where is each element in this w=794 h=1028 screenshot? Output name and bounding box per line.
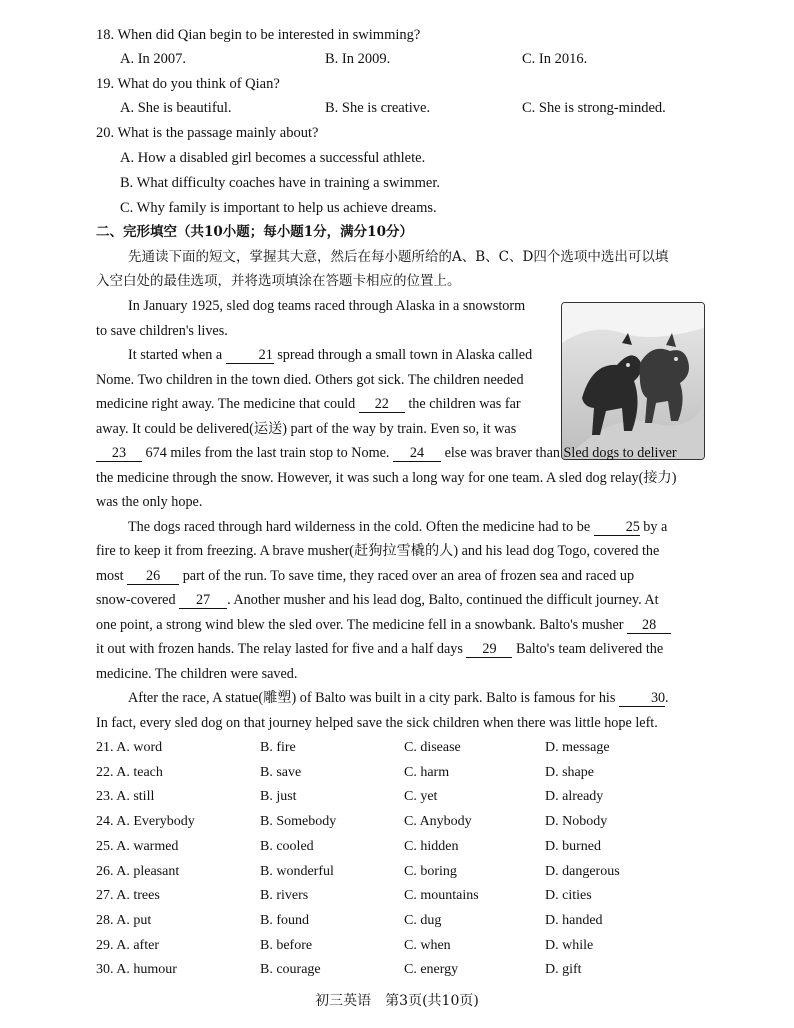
passage-paragraph-1-top — [96, 294, 550, 441]
choice-number: 21. — [96, 740, 114, 755]
choice-row-26 — [96, 864, 179, 880]
blank-28[interactable]: 28 — [627, 617, 671, 634]
choice-d[interactable]: D. cities — [545, 888, 592, 903]
section-instruction-cont: 入空白处的最佳选项，并将选项填涂在答题卡相应的位置上。 — [96, 273, 461, 289]
passage-line — [96, 588, 704, 613]
passage-text: . Another musher and his lead dog, Balto, continued the difficult journey. At — [227, 592, 659, 608]
passage-text: it out with frozen hands. The relay lasted for five and a half days — [96, 641, 463, 657]
choice-b[interactable]: B. Somebody — [260, 814, 337, 829]
passage-text: . — [664, 690, 669, 706]
option-18c: C. In 2016. — [522, 51, 588, 67]
sled-dog-photo — [561, 302, 705, 460]
choice-d[interactable]: D. message — [545, 740, 610, 755]
choice-a[interactable]: A. put — [116, 913, 152, 928]
passage-line — [96, 441, 704, 466]
option-18b: B. In 2009. — [325, 51, 391, 67]
choice-number: 22. — [96, 765, 114, 780]
passage-line: was the only hope. — [96, 494, 203, 510]
passage-line: In fact, every sled dog on that journey helped save the sick children when there was little hope left. — [96, 714, 658, 731]
choice-row-25 — [96, 839, 178, 855]
choice-a[interactable]: A. humour — [116, 962, 177, 977]
option-20c: C. Why family is important to help us achieve dreams. — [120, 200, 437, 216]
option-20b: B. What difficulty coaches have in training a swimmer. — [120, 175, 440, 191]
choice-d[interactable]: D. gift — [545, 962, 582, 977]
choice-row-23 — [96, 789, 154, 805]
question-20 — [96, 124, 318, 142]
passage-line — [96, 392, 550, 417]
option-19b: B. She is creative. — [325, 100, 431, 116]
choice-a[interactable]: A. pleasant — [116, 864, 180, 879]
choice-number: 24. — [96, 814, 114, 829]
passage-text: by a — [643, 518, 668, 535]
passage-text: It started when a — [128, 347, 223, 363]
question-18 — [96, 26, 420, 44]
choice-c[interactable]: C. harm — [404, 765, 450, 780]
blank-23[interactable]: 23 — [96, 445, 142, 462]
choice-a[interactable]: A. trees — [116, 888, 160, 903]
choice-b[interactable]: B. wonderful — [260, 864, 334, 879]
choice-number: 30. — [96, 962, 114, 977]
passage-line: the medicine through the snow. However, it was such a long way for one team. A sled dog relay(接力) — [96, 469, 677, 486]
choice-d[interactable]: D. burned — [545, 839, 601, 854]
choice-b[interactable]: B. fire — [260, 740, 296, 755]
choice-b[interactable]: B. just — [260, 789, 297, 804]
choice-number: 26. — [96, 864, 114, 879]
choice-a[interactable]: A. after — [116, 938, 159, 953]
choice-number: 27. — [96, 888, 114, 903]
question-number: 20. — [96, 125, 115, 141]
choice-a[interactable]: A. teach — [116, 765, 163, 780]
choice-number: 25. — [96, 839, 114, 854]
choice-d[interactable]: D. already — [545, 789, 604, 804]
blank-22[interactable]: 22 — [359, 396, 405, 413]
question-text: What is the passage mainly about? — [117, 125, 319, 141]
passage-text: The dogs raced through hard wilderness in the cold. Often the medicine had to be — [128, 518, 591, 535]
option-19a: A. She is beautiful. — [120, 100, 232, 116]
passage-line: In January 1925, sled dog teams raced through Alaska in a snowstorm — [128, 298, 526, 314]
choice-row-21 — [96, 740, 162, 756]
choice-d[interactable]: D. shape — [545, 765, 594, 780]
blank-24[interactable]: 24 — [393, 445, 441, 462]
option-20a: A. How a disabled girl becomes a successful athlete. — [120, 150, 426, 166]
choice-b[interactable]: B. save — [260, 765, 302, 780]
passage-line: away. It could be delivered(运送) part of the way by train. Even so, it was — [96, 420, 517, 437]
question-text: What do you think of Qian? — [117, 76, 280, 92]
choice-a[interactable]: A. Everybody — [116, 814, 195, 829]
passage-text: the children was far — [408, 396, 521, 412]
choice-row-27 — [96, 888, 160, 904]
passage-line: to save children's lives. — [96, 322, 228, 339]
passage-line: medicine. The children were saved. — [96, 665, 298, 682]
choice-c[interactable]: C. disease — [404, 740, 461, 755]
passage-line: fire to keep it from freezing. A brave musher(赶狗拉雪橇的人) and his lead dog Togo, covered the — [96, 543, 660, 559]
blank-21[interactable]: 21 — [226, 347, 274, 364]
choice-c[interactable]: C. yet — [404, 789, 438, 804]
option-18a: A. In 2007. — [120, 51, 187, 67]
question-number: 18. — [96, 27, 115, 43]
passage-line — [96, 564, 704, 589]
option-19c: C. She is strong-minded. — [522, 100, 666, 116]
passage-text: Balto's team delivered the — [516, 641, 664, 657]
passage-paragraph-2-bottom — [96, 441, 704, 735]
section-instruction: 先通读下面的短文，掌握其大意，然后在每小题所给的A、B、C、D四个选项中选出可以填 — [128, 249, 669, 265]
choice-c[interactable]: C. hidden — [404, 839, 459, 854]
choice-number: 28. — [96, 913, 114, 928]
choice-d[interactable]: D. dangerous — [545, 864, 620, 879]
choice-row-29 — [96, 938, 159, 954]
choice-a[interactable]: A. word — [116, 740, 163, 755]
blank-25[interactable]: 25 — [594, 519, 640, 536]
blank-27[interactable]: 27 — [179, 592, 227, 609]
passage-text: most — [96, 567, 124, 584]
choice-a[interactable]: A. still — [116, 789, 155, 804]
question-19 — [96, 75, 280, 93]
choice-b[interactable]: B. found — [260, 913, 309, 928]
choice-a[interactable]: A. warmed — [116, 839, 179, 854]
choice-c[interactable]: C. dug — [404, 913, 442, 928]
choice-row-24 — [96, 814, 195, 830]
choice-b[interactable]: B. courage — [260, 962, 321, 977]
sled-dogs-image — [562, 303, 704, 459]
choice-c[interactable]: C. Anybody — [404, 814, 472, 829]
blank-26[interactable]: 26 — [127, 568, 179, 585]
passage-text: snow-covered — [96, 592, 176, 608]
choice-row-30 — [96, 962, 177, 978]
passage-text: else was braver than Sled dogs to deliver — [444, 445, 677, 461]
passage-text: After the race, A statue(雕塑) of Balto was built in a city park. Balto is famous for his — [128, 690, 616, 706]
choice-b[interactable]: B. cooled — [260, 839, 314, 854]
passage-line — [96, 515, 704, 540]
blank-29[interactable]: 29 — [466, 641, 512, 658]
question-text: When did Qian begin to be interested in swimming? — [117, 27, 421, 43]
passage-line: Nome. Two children in the town died. Others got sick. The children needed — [96, 371, 524, 388]
passage-text: part of the run. To save time, they raced over an area of frozen sea and raced up — [182, 567, 635, 584]
choice-d[interactable]: D. Nobody — [545, 814, 608, 829]
choice-b[interactable]: B. rivers — [260, 888, 309, 903]
passage-text: one point, a strong wind blew the sled over. The medicine fell in a snowbank. Balto's musher — [96, 616, 624, 633]
choice-d[interactable]: D. handed — [545, 913, 603, 928]
choice-number: 23. — [96, 789, 114, 804]
choice-c[interactable]: C. boring — [404, 864, 457, 879]
page-footer: 初三英语 第3页(共10页) — [315, 993, 479, 1009]
choice-number: 29. — [96, 938, 114, 953]
question-number: 19. — [96, 76, 115, 92]
passage-line — [96, 637, 704, 662]
choice-row-28 — [96, 913, 151, 929]
choice-c[interactable]: C. when — [404, 938, 451, 953]
passage-line — [96, 686, 704, 711]
choice-row-22 — [96, 765, 163, 781]
choice-d[interactable]: D. while — [545, 938, 594, 953]
choice-c[interactable]: C. mountains — [404, 888, 479, 903]
passage-text: 674 miles from the last train stop to Nome. — [145, 445, 390, 461]
passage-text: medicine right away. The medicine that could — [96, 396, 356, 412]
choice-b[interactable]: B. before — [260, 938, 313, 953]
passage-line — [96, 343, 550, 368]
section-title: 二、完形填空（共10小题；每小题1分，满分10分） — [96, 224, 413, 240]
choice-c[interactable]: C. energy — [404, 962, 459, 977]
passage-text: spread through a small town in Alaska called — [277, 347, 533, 363]
passage-line — [96, 613, 704, 638]
blank-30[interactable]: 30 — [619, 690, 665, 707]
